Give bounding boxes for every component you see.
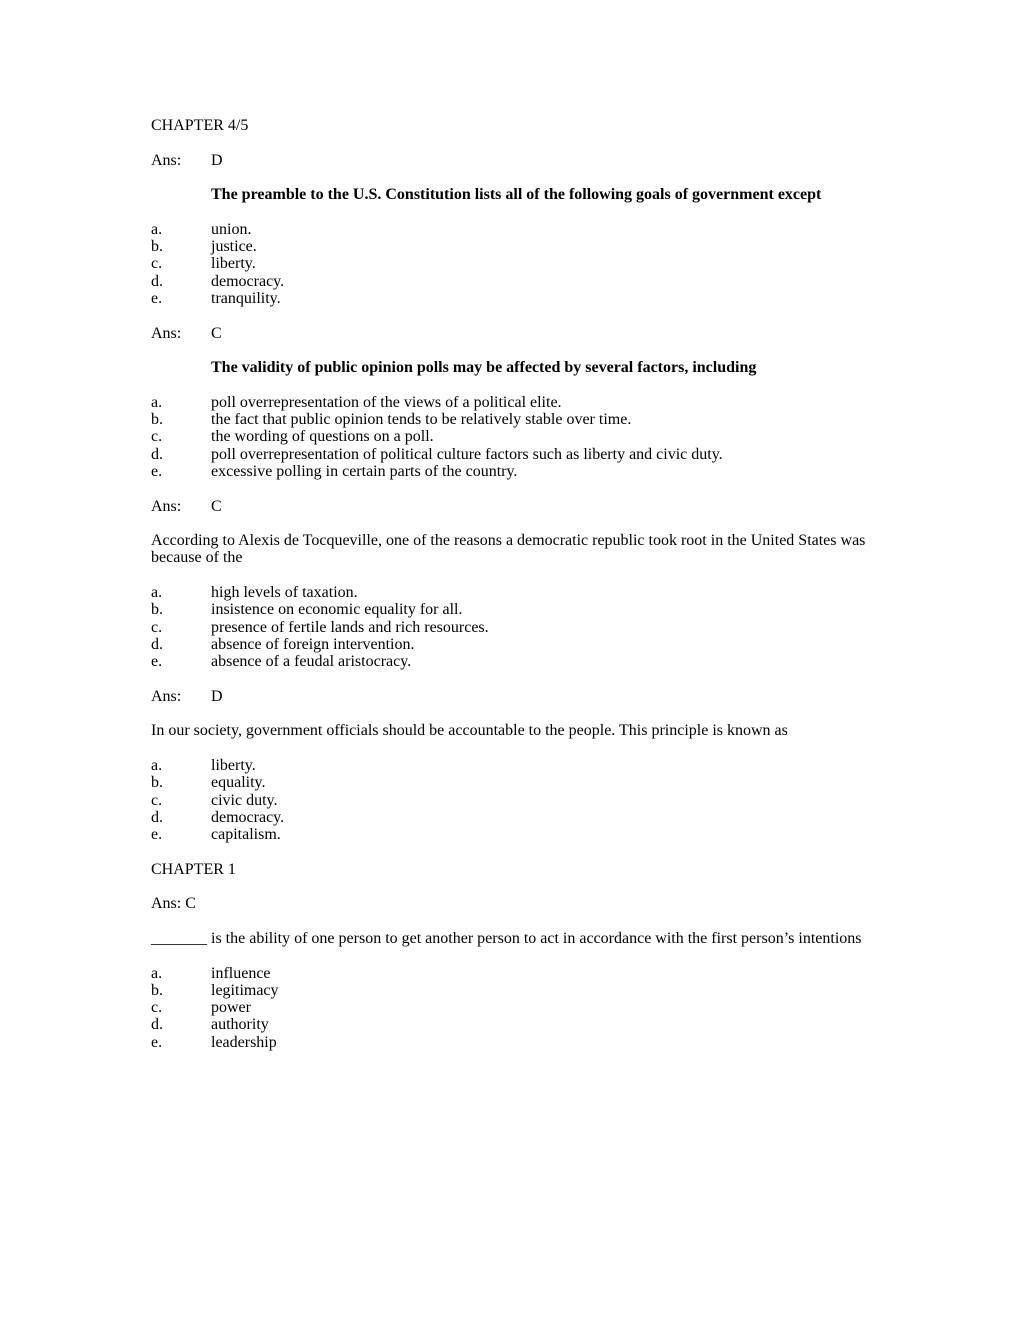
option-letter: e.	[151, 289, 163, 307]
option-row	[151, 653, 869, 670]
option-letter: b.	[151, 981, 163, 999]
option-letter: d.	[151, 808, 163, 826]
option-letter: c.	[151, 791, 163, 809]
option-letter: d.	[151, 1016, 163, 1034]
question-line: According to Alexis de Tocqueville, one of the reasons a democratic republic took root in the United States was	[151, 532, 866, 550]
option-letter: c.	[151, 618, 163, 636]
option-row	[151, 826, 869, 843]
option-text: democracy.	[211, 272, 285, 290]
options-list	[151, 394, 869, 480]
option-letter: e.	[151, 653, 163, 671]
option-row	[151, 221, 869, 238]
option-letter: d.	[151, 272, 163, 290]
option-text: tranquility.	[211, 289, 281, 307]
answer-value: C	[211, 324, 222, 342]
answer-label: Ans:	[151, 687, 182, 705]
option-text: absence of a feudal aristocracy.	[211, 653, 412, 671]
option-letter: e.	[151, 1033, 163, 1051]
option-letter: b.	[151, 411, 163, 429]
option-letter: a.	[151, 393, 163, 411]
option-text: civic duty.	[211, 791, 278, 809]
options-list	[151, 221, 869, 307]
option-row	[151, 273, 869, 290]
question-line: In our society, government officials should be accountable to the people. This principle is known as	[151, 722, 788, 740]
option-row	[151, 411, 869, 428]
option-letter: a.	[151, 756, 163, 774]
options-list	[151, 965, 869, 1051]
options-list	[151, 584, 869, 670]
option-row	[151, 792, 869, 809]
question-text: The validity of public opinion polls may be affected by several factors, including	[211, 359, 757, 377]
option-row	[151, 238, 869, 255]
options-list	[151, 757, 869, 843]
option-text: leadership	[211, 1033, 277, 1051]
question-line: _______ is the ability of one person to get another person to act in accordance with the first person’s intentions	[151, 929, 862, 947]
option-row	[151, 290, 869, 307]
option-letter: d.	[151, 635, 163, 653]
chapter-heading: CHAPTER 1	[151, 860, 236, 878]
answer-line	[151, 498, 869, 515]
question-text	[151, 930, 869, 947]
option-letter: a.	[151, 220, 163, 238]
option-text: high levels of taxation.	[211, 584, 358, 602]
option-row	[151, 446, 869, 463]
answer-label: Ans:	[151, 151, 182, 169]
option-row	[151, 428, 869, 445]
option-text: absence of foreign intervention.	[211, 635, 415, 653]
option-text: authority	[211, 1016, 269, 1034]
option-row	[151, 636, 869, 653]
answer-label: Ans:	[151, 324, 182, 342]
option-text: influence	[211, 964, 271, 982]
option-text: capitalism.	[211, 826, 281, 844]
option-row	[151, 999, 869, 1016]
question-text	[151, 532, 869, 567]
chapter-heading: CHAPTER 4/5	[151, 117, 249, 134]
option-text: liberty.	[211, 255, 256, 273]
question-text	[151, 722, 869, 739]
option-letter: b.	[151, 238, 163, 256]
option-letter: c.	[151, 428, 163, 446]
question-text: The preamble to the U.S. Constitution lists all of the following goals of government except	[211, 186, 822, 204]
answer-line-inline: Ans: C	[151, 895, 196, 913]
option-text: union.	[211, 220, 252, 238]
option-row	[151, 584, 869, 601]
answer-line	[151, 325, 869, 342]
option-text: power	[211, 999, 251, 1017]
option-text: equality.	[211, 774, 266, 792]
option-letter: b.	[151, 774, 163, 792]
option-letter: c.	[151, 255, 163, 273]
option-text: democracy.	[211, 808, 285, 826]
option-text: presence of fertile lands and rich resources.	[211, 618, 489, 636]
option-text: legitimacy	[211, 981, 279, 999]
option-text: justice.	[211, 238, 257, 256]
option-row	[151, 619, 869, 636]
option-row	[151, 774, 869, 791]
answer-line	[151, 152, 869, 169]
option-row	[151, 982, 869, 999]
option-text: poll overrepresentation of the views of a political elite.	[211, 393, 562, 411]
option-row	[151, 255, 869, 272]
option-letter: b.	[151, 601, 163, 619]
option-letter: d.	[151, 445, 163, 463]
answer-value: D	[211, 151, 223, 169]
option-row	[151, 809, 869, 826]
question-line: because of the	[151, 549, 243, 567]
option-row	[151, 601, 869, 618]
option-letter: e.	[151, 462, 163, 480]
option-text: the wording of questions on a poll.	[211, 428, 434, 446]
option-letter: a.	[151, 584, 163, 602]
option-letter: e.	[151, 826, 163, 844]
option-text: liberty.	[211, 756, 256, 774]
option-row	[151, 1034, 869, 1051]
option-text: poll overrepresentation of political culture factors such as liberty and civic duty.	[211, 445, 723, 463]
answer-value: C	[211, 497, 222, 515]
answer-label: Ans:	[151, 497, 182, 515]
option-text: insistence on economic equality for all.	[211, 601, 463, 619]
option-text: excessive polling in certain parts of the country.	[211, 462, 518, 480]
option-row	[151, 394, 869, 411]
option-row	[151, 757, 869, 774]
option-row	[151, 463, 869, 480]
option-letter: c.	[151, 999, 163, 1017]
answer-value: D	[211, 687, 223, 705]
option-row	[151, 1016, 869, 1033]
answer-line	[151, 688, 869, 705]
option-letter: a.	[151, 964, 163, 982]
option-text: the fact that public opinion tends to be relatively stable over time.	[211, 411, 632, 429]
option-row	[151, 965, 869, 982]
